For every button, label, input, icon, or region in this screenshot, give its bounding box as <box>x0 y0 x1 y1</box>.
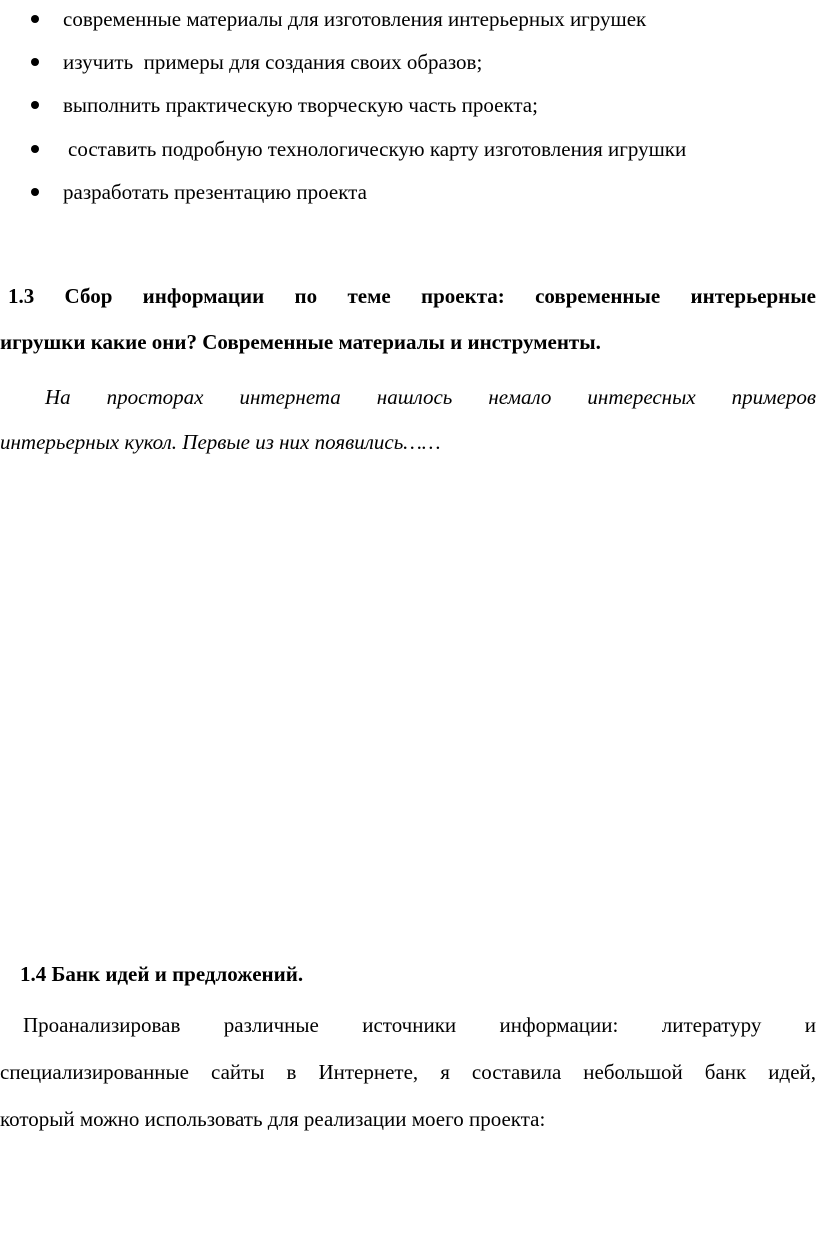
section-1-3-paragraph <box>0 382 816 472</box>
paragraph-line: На просторах интернета нашлось немало интересных примеров <box>45 385 816 409</box>
bullet-icon <box>31 58 39 66</box>
section-heading-1-4: 1.4 Банк идей и предложений. <box>20 962 304 986</box>
paragraph-line: который можно использовать для реализации моего проекта: <box>0 1107 546 1131</box>
list-item-text: изучить примеры для создания своих образов; <box>63 50 483 74</box>
list-item <box>0 90 816 120</box>
paragraph-line: интерьерных кукол. Первые из них появились…… <box>0 430 441 454</box>
list-item-text: современные материалы для изготовления интерьерных игрушек <box>63 7 647 31</box>
list-item <box>0 47 816 77</box>
list-item-text: выполнить практическую творческую часть проекта; <box>63 93 538 117</box>
list-item-text: разработать презентацию проекта <box>63 180 367 204</box>
list-item <box>0 134 816 164</box>
section-1-4-paragraph <box>0 1010 816 1151</box>
paragraph-line: Проанализировав различные источники информации: литературу и <box>23 1013 816 1037</box>
bullet-icon <box>31 145 39 153</box>
bullet-icon <box>31 15 39 23</box>
list-item <box>0 177 816 207</box>
paragraph-line: специализированные сайты в Интернете, я составила небольшой банк идей, <box>0 1060 816 1084</box>
heading-line: 1.3 Сбор информации по теме проекта: современные интерьерные <box>8 284 816 308</box>
heading-line: игрушки какие они? Современные материалы и инструменты. <box>0 330 601 354</box>
bullet-icon <box>31 101 39 109</box>
bullet-icon <box>31 188 39 196</box>
section-heading-1-3 <box>0 281 816 373</box>
list-item <box>0 4 816 34</box>
list-item-text: составить подробную технологическую карту изготовления игрушки <box>68 137 687 161</box>
